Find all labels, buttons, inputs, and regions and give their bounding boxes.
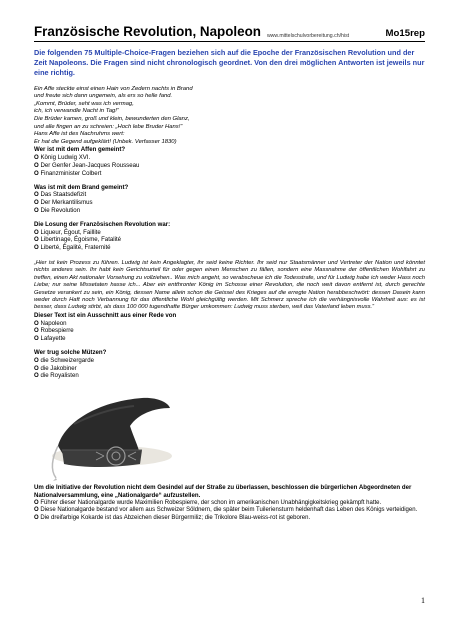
cap-illustration: [34, 384, 174, 484]
question-block: [34, 221, 425, 252]
question-block: [34, 312, 425, 343]
answer-option[interactable]: O Der Merkantilismus: [34, 199, 93, 207]
answer-option[interactable]: O Die Revolution: [34, 206, 81, 214]
header: [34, 24, 425, 42]
poem-line: Die Brüder kamen, groß und klein, bewunderten den Glanz,: [34, 115, 190, 122]
poem-line: ich, ich verwandle Nacht in Tag!“: [34, 108, 119, 115]
answer-option[interactable]: O Führer dieser Nationalgarde wurde Maximilien Robespierre, der schon im amerikanischen Unabhängigkeitskrieg gekämpft hatte.: [34, 499, 382, 506]
intro-text: Die folgenden 75 Multiple-Choice-Fragen beziehen sich auf die Epoche der Französischen Revolution und der Zeit Napoleons. Die Fragen sind nicht chronologisch geordnet. Von den drei möglichen Antworten ist jeweils nur eine richtig.: [34, 48, 425, 78]
answer-option[interactable]: O Das Staatsdefizit: [34, 191, 87, 199]
header-url[interactable]: www.mittelschulvorbereitung.ch/hist: [266, 33, 350, 39]
answer-option[interactable]: O Napoleon: [34, 319, 67, 327]
question-block: [34, 349, 425, 380]
poem-line: Hans Affe ist des Nachruhms wert:: [34, 131, 125, 138]
poem-line: Ein Affe steckte einst einen Hain von Zedern nachts in Brand: [34, 85, 193, 92]
page-number: 1: [421, 596, 425, 605]
answer-option[interactable]: O Liberté, Égalité, Fraternité: [34, 244, 111, 252]
question-text: Um die Initiative der Revolution nicht dem Gesindel auf der Straße zu überlassen, beschlossen die bürgerlichen Abgeordneten der Nationalversammlung, eine „Nationalgarde“ aufzustellen.: [34, 484, 412, 499]
poem-line: und alle fingen an zu schreien: „Hoch lebe Bruder Hans!“: [34, 123, 183, 130]
question-text: Dieser Text ist ein Ausschnitt aus einer Rede von: [34, 311, 177, 319]
question-text: Wer trug solche Mützen?: [34, 348, 107, 356]
answer-option[interactable]: O Liqueur, Égout, Faillite: [34, 228, 101, 236]
question-text: Wer ist mit dem Affen gemeint?: [34, 146, 126, 154]
question-block: [34, 484, 425, 522]
speech-quote: „Hier ist kein Prozess zu führen. Ludwig ist kein Angeklagter, ihr seid keine Richter. Ihr seid nur Staatsmänner und Vertreter der Nation und könntet nichts anderes sein. Ihr habt kein Gerichtsurteil für oder gegen einen Menschen zu fällen, sondern eine Massnahme der öffentlichen Wohlfahrt zu treffen, einen Akt nationaler Vorsehung zu vollziehen.. Was mich angeht, so verabscheue ich die Todesstrafe, und für Ludwig habe ich weder Hass noch Liebe; nur seine Missetaten hasse ich... Aber ein entthronter König im Schosse einer Revolution, die noch weit davon entfernt ist, durch gerechte Gesetze verankert zu sein, ein König, dessen Name allein schon die Geissel des Krieges auf die erregte Nation herabbeschwört: dessen Dasein kann weder durch Haft noch Verbannung für das öffentliche Wohl gleichgültig werden. Mit Schmerz spreche ich die verhängnisvolle Wahrheit aus: es ist besser, dass Ludwig stirbt, als dass 100 000 tugendhafte Bürger umkommen: Ludwig muss sterben, weil das Vaterland leben muss.“: [34, 259, 425, 311]
page-title: Französische Revolution, Napoleon: [34, 24, 261, 39]
question-block: [34, 184, 425, 215]
answer-option[interactable]: O die Royalisten: [34, 372, 79, 380]
answer-option[interactable]: O Finanzminister Colbert: [34, 169, 102, 177]
answer-option[interactable]: O die Schweizergarde: [34, 356, 94, 364]
question-block: [34, 146, 425, 177]
document-code: Mo15rep: [385, 28, 425, 39]
jacobin-cap-image: [34, 384, 174, 484]
poem-line: „Kommt, Brüder, seht was ich vermag,: [34, 100, 134, 107]
poem: [34, 86, 425, 147]
answer-option[interactable]: O Der Genfer Jean-Jacques Rousseau: [34, 161, 140, 169]
answer-option[interactable]: O König Ludwig XVI.: [34, 154, 91, 162]
question-text: Was ist mit dem Brand gemeint?: [34, 183, 129, 191]
answer-option[interactable]: O Libertinage, Égoisme, Fatalité: [34, 236, 122, 244]
poem-line: und freute sich dann ungemein, als ers so helle fand.: [34, 93, 173, 100]
answer-option[interactable]: O Robespierre: [34, 327, 74, 335]
question-text: Die Losung der Französischen Revolution war:: [34, 220, 171, 228]
answer-option[interactable]: O Diese Nationalgarde bestand vor allem aus Schweizer Söldnern, die später beim Tuileriensturm heldenhaft das Leben des Königs verteidigen.: [34, 507, 418, 514]
answer-option[interactable]: O Die dreifarbige Kokarde ist das Abzeichen dieser Bürgermiliz; die Trikolore Blau-weiss-rot ist geboren.: [34, 514, 311, 521]
poem-line: Er hat die Gegend aufgeklärt! (Unbek. Verfasser 1830): [34, 138, 177, 145]
answer-option[interactable]: O Lafayette: [34, 335, 66, 343]
answer-option[interactable]: O die Jakobiner: [34, 364, 77, 372]
